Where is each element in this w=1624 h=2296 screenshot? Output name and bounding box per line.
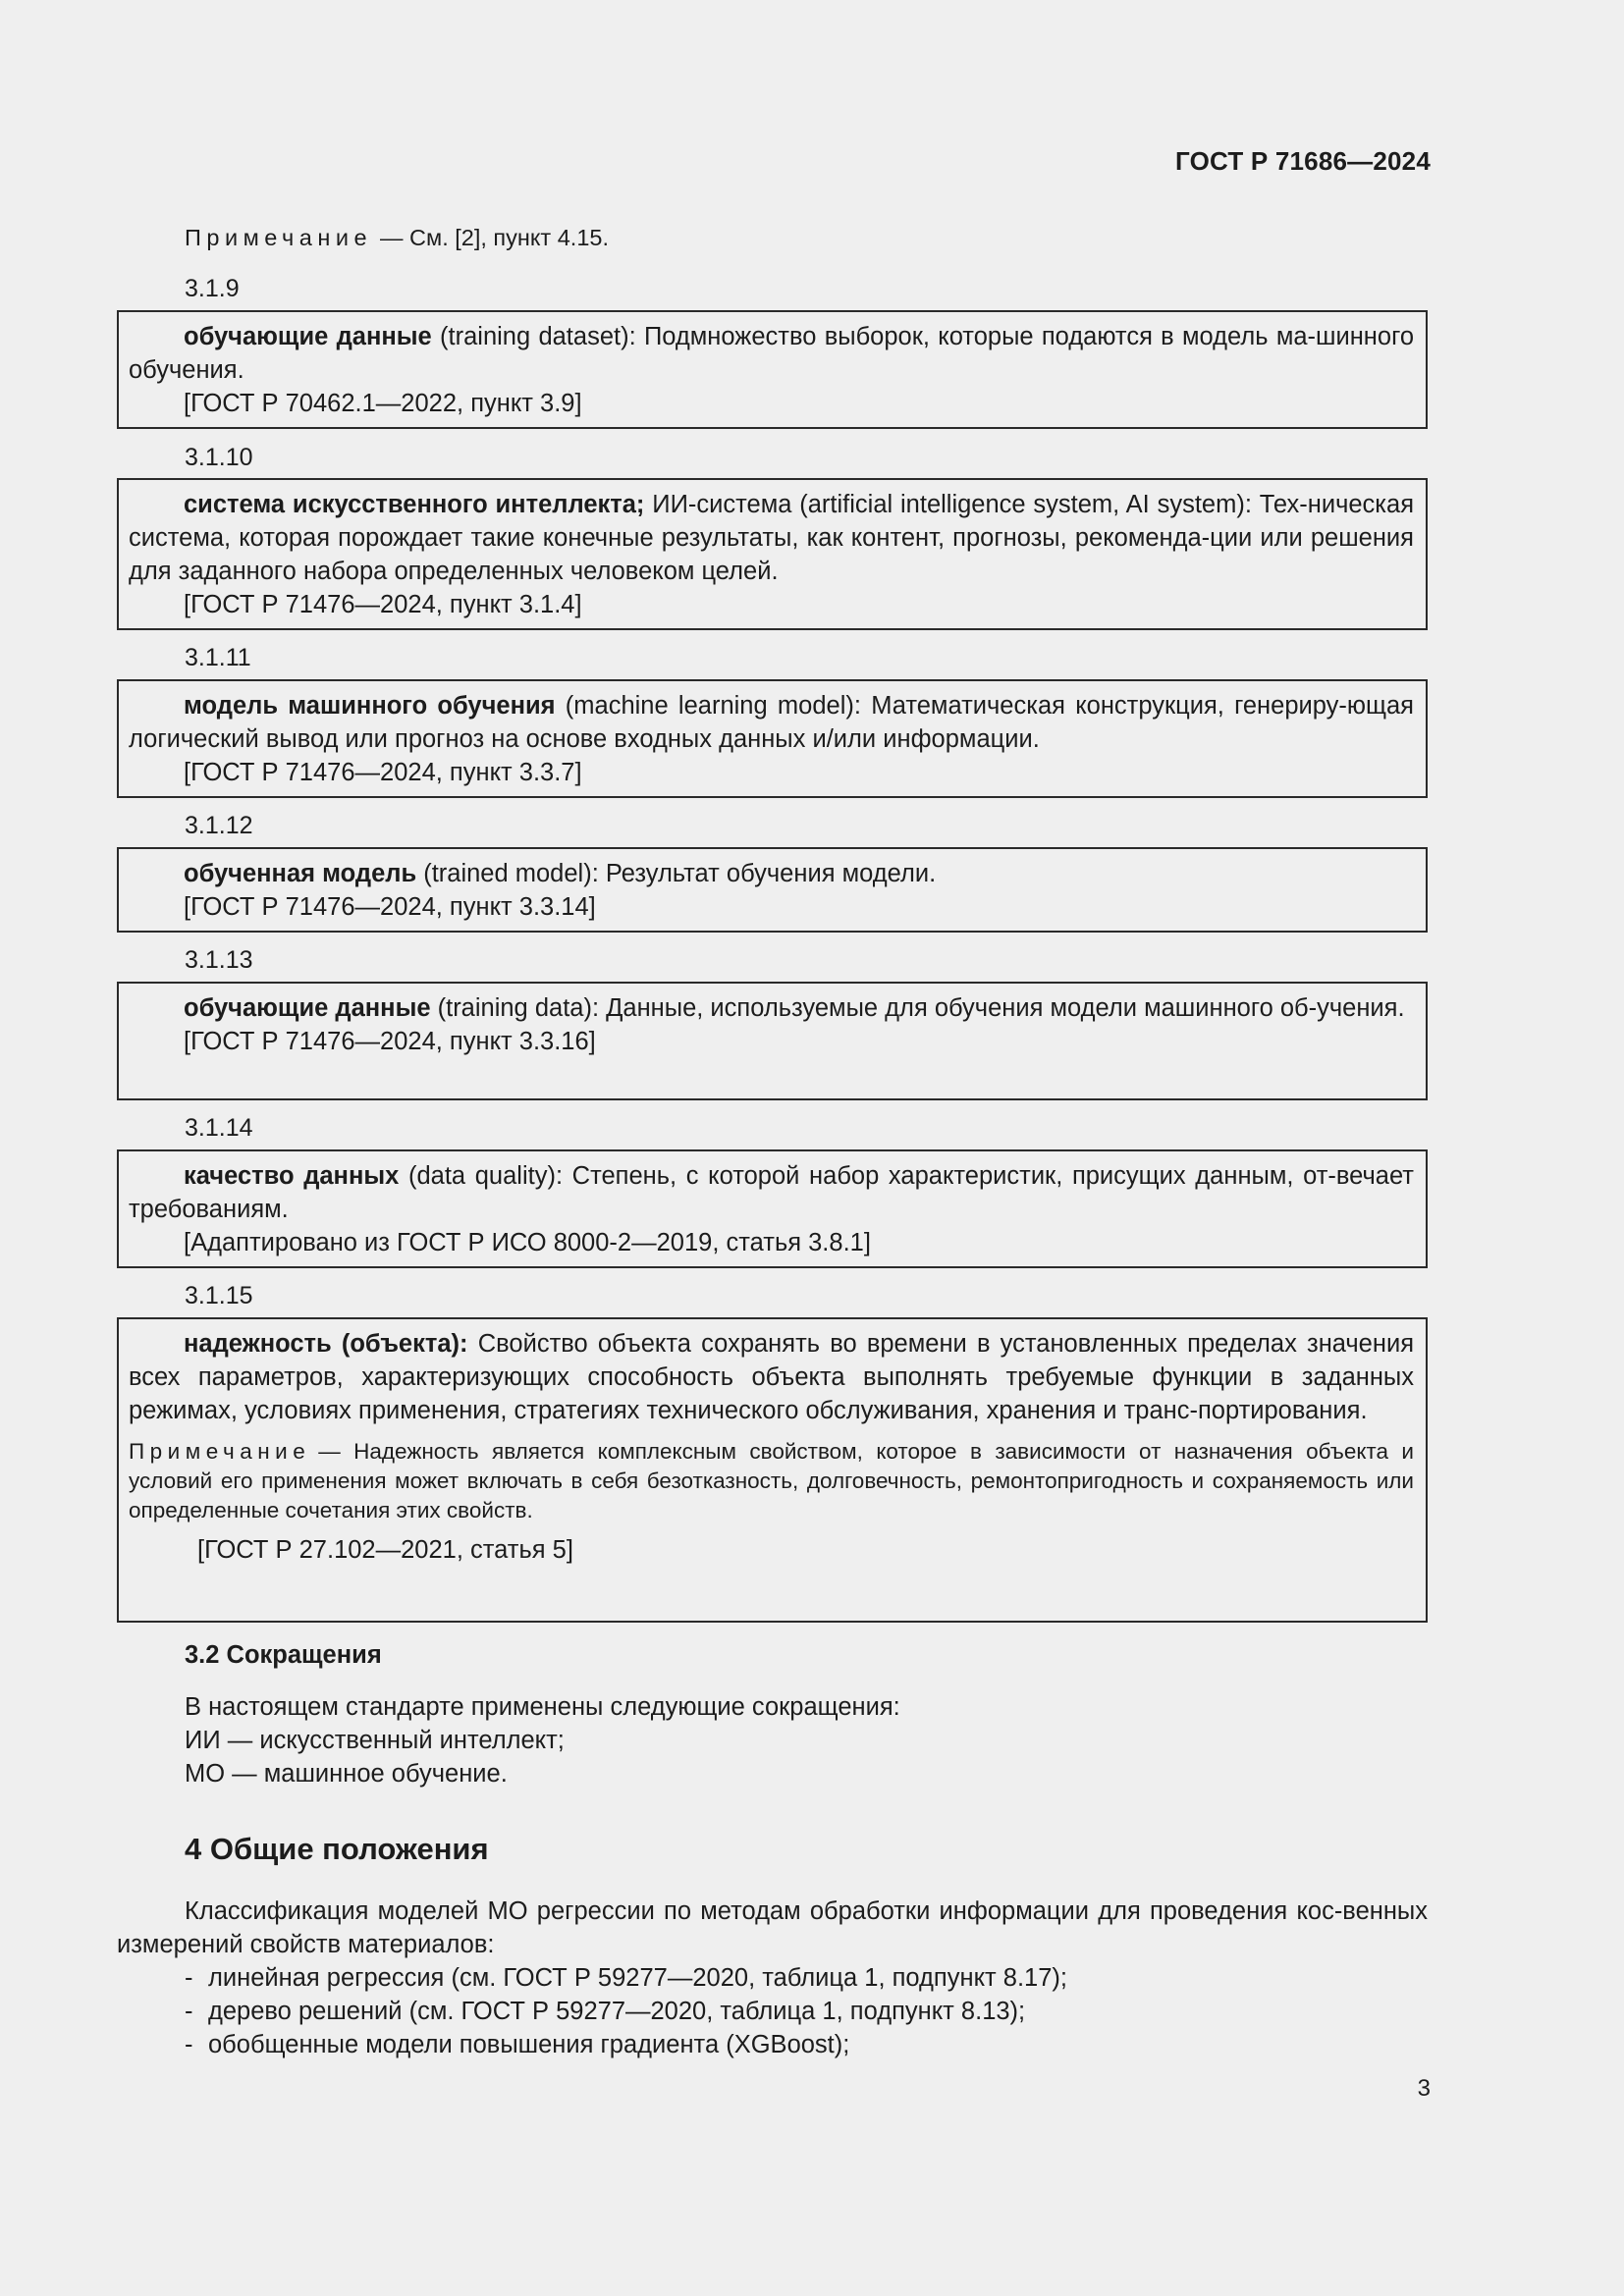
entry-number: 3.1.12: [185, 812, 253, 839]
term-box: [117, 1317, 1428, 1623]
term: качество данных: [184, 1162, 400, 1190]
term-source: [ГОСТ Р 71476—2024, пункт 3.3.14]: [184, 893, 596, 921]
term-source: [ГОСТ Р 71476—2024, пункт 3.1.4]: [184, 591, 582, 618]
abbreviations: [185, 1690, 900, 1790]
section-heading: 3.2 Сокращения: [185, 1641, 382, 1669]
definition: ИИ-система (artificial intelligence system, AI system): Тех-ническая система, которая порождает такие конечные результаты, как контент, прогнозы, рекоменда-ции или решения для заданного набора определенных человеком целей.: [129, 491, 1415, 585]
section-heading: 4 Общие положения: [185, 1832, 489, 1866]
term-definition: [129, 488, 1414, 588]
term-box: [117, 982, 1428, 1100]
list-bullet: -: [185, 1964, 193, 1992]
definition: (trained model): Результат обучения модели.: [416, 860, 937, 887]
term-definition: [129, 1327, 1414, 1427]
term-definition: [129, 689, 1414, 756]
note-label: Примечание: [129, 1439, 311, 1464]
document-header: ГОСТ Р 71686—2024: [1175, 146, 1431, 176]
entry-number: 3.1.15: [185, 1282, 253, 1309]
definition: Свойство объекта сохранять во времени в установленных пределах значения всех параметров, характеризующих способность объекта выполнять требуемые функции в заданных режимах, условиях применения, стратегиях технического обслуживания, хранения и транс-портирования.: [129, 1330, 1414, 1424]
term-box: [117, 679, 1428, 798]
entry-number: 3.1.14: [185, 1114, 253, 1142]
term-definition: [129, 857, 1414, 890]
note-text: — См. [2], пункт 4.15.: [380, 225, 609, 250]
page-number: 3: [1417, 2075, 1431, 2102]
list-item-text: линейная регрессия (см. ГОСТ Р 59277—2020, таблица 1, подпункт 8.17);: [208, 1964, 1067, 1992]
term-definition: [129, 991, 1414, 1025]
list-bullet: -: [185, 1998, 193, 2025]
term-box: [117, 1149, 1428, 1268]
entry-number: 3.1.10: [185, 444, 253, 471]
definition: (machine learning model): Математическая конструкция, генериру-ющая логический вывод или прогноз на основе входных данных и/или информации.: [129, 692, 1414, 753]
term-source: [Адаптировано из ГОСТ Р ИСО 8000-2—2019, статья 3.8.1]: [184, 1229, 871, 1256]
note-label: Примечание: [185, 225, 373, 250]
term: обучающие данные: [184, 994, 431, 1022]
list-item: [185, 1995, 1067, 2028]
entry-number: 3.1.9: [185, 275, 240, 302]
list-item: [185, 1961, 1067, 1995]
list-bullet: -: [185, 2031, 193, 2058]
entry-number: 3.1.13: [185, 946, 253, 974]
term-source: [ГОСТ Р 27.102—2021, статья 5]: [197, 1536, 573, 1564]
definition: (training dataset): Подмножество выборок, которые подаются в модель ма-шинного обучения.: [129, 323, 1414, 384]
note-text: — Надежность является комплексным свойством, которое в зависимости от назначения объекта и условий его применения может включать в себя безотказность, долговечность, ремонтопригодность и сохраняемость или определенные сочетания этих свойств.: [129, 1439, 1414, 1522]
term: обучающие данные: [184, 323, 432, 350]
term-source: [ГОСТ Р 71476—2024, пункт 3.3.16]: [184, 1028, 596, 1055]
term: система искусственного интеллекта;: [184, 491, 645, 518]
definition: (training data): Данные, используемые для обучения модели машинного об-учения.: [430, 994, 1405, 1022]
term-box: [117, 478, 1428, 630]
abbreviation-item: ИИ — искусственный интеллект;: [185, 1727, 565, 1754]
term-box: [117, 310, 1428, 429]
term: обученная модель: [184, 860, 417, 887]
definition: (data quality): Степень, с которой набор характеристик, присущих данным, от-вечает требованиям.: [129, 1162, 1414, 1223]
term-definition: [129, 320, 1414, 387]
top-note: [185, 225, 609, 251]
list-item: [185, 2028, 1067, 2061]
entry-number: 3.1.11: [185, 644, 251, 671]
term: надежность (объекта):: [184, 1330, 468, 1358]
term: модель машинного обучения: [184, 692, 556, 720]
section-intro: Классификация моделей МО регрессии по методам обработки информации для проведения кос-венных измерений свойств материалов:: [117, 1897, 1428, 1958]
list-item-text: дерево решений (см. ГОСТ Р 59277—2020, таблица 1, подпункт 8.13);: [208, 1998, 1026, 2025]
term-note: [129, 1437, 1414, 1525]
abbreviations-intro: В настоящем стандарте применены следующие сокращения:: [185, 1693, 900, 1721]
model-list: [185, 1961, 1067, 2061]
term-source: [ГОСТ Р 71476—2024, пункт 3.3.7]: [184, 759, 582, 786]
term-definition: [129, 1159, 1414, 1226]
abbreviation-item: МО — машинное обучение.: [185, 1760, 508, 1788]
term-source: [ГОСТ Р 70462.1—2022, пункт 3.9]: [184, 390, 582, 417]
term-box: [117, 847, 1428, 933]
list-item-text: обобщенные модели повышения градиента (XGBoost);: [208, 2031, 850, 2058]
